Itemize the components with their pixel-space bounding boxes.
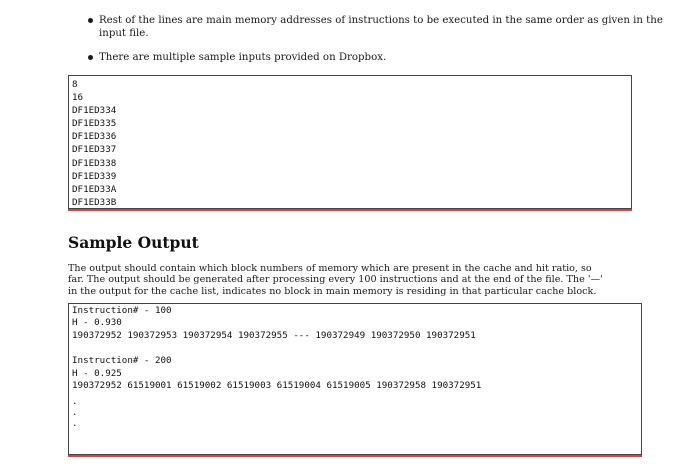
input-line: 16 — [72, 92, 84, 104]
output-cache-list: 190372952 61519001 61519002 61519003 61519004 61519005 190372958 190372951 — [72, 379, 482, 391]
bullet-text-line2: input file. — [99, 28, 149, 40]
input-line: DF1ED33A — [72, 183, 117, 195]
output-hit-ratio: H - 0.930 — [72, 317, 122, 329]
bullet-text-line1: Rest of the lines are main memory addresses of instructions to be executed in the same order as given in the — [99, 15, 663, 26]
bullet-text: There are multiple sample inputs provided on Dropbox. — [99, 52, 387, 63]
input-line: DF1ED335 — [72, 118, 117, 130]
input-line: DF1ED339 — [72, 170, 117, 182]
output-hit-ratio: H - 0.925 — [72, 367, 122, 379]
red-underline — [68, 455, 642, 457]
paragraph-line: The output should contain which block numbers of memory which are present in the cache and hit ratio, so — [68, 263, 592, 274]
section-heading: Sample Output — [68, 233, 199, 252]
bullet-item-dropbox — [88, 51, 648, 65]
bullet-item-addresses — [88, 14, 663, 42]
paragraph-line: far. The output should be generated after processing every 100 instructions and at the end of the file. The '—' — [68, 274, 603, 286]
input-line: DF1ED338 — [72, 157, 117, 169]
input-line: DF1ED336 — [72, 131, 117, 143]
output-instruction: Instruction# - 100 — [72, 305, 172, 316]
output-cache-list: 190372952 190372953 190372954 190372955 --- 190372949 190372950 190372951 — [72, 329, 476, 341]
paragraph-line: in the output for the cache list, indicates no block in main memory is residing in that particular cache block. — [68, 285, 597, 297]
bullet-icon — [88, 55, 93, 60]
red-underline — [68, 209, 632, 211]
output-ellipsis: . — [72, 396, 78, 408]
bullet-icon — [88, 18, 93, 23]
input-line: DF1ED334 — [72, 105, 117, 117]
output-ellipsis: . — [72, 407, 78, 419]
input-line: 8 — [72, 79, 78, 90]
input-line: DF1ED33B — [72, 196, 117, 208]
sample-input-box — [68, 75, 632, 209]
output-ellipsis: . — [72, 418, 78, 430]
sample-output-box — [68, 303, 642, 455]
section-paragraph — [68, 263, 634, 297]
input-line: DF1ED337 — [72, 144, 117, 156]
output-instruction: Instruction# - 200 — [72, 355, 172, 367]
